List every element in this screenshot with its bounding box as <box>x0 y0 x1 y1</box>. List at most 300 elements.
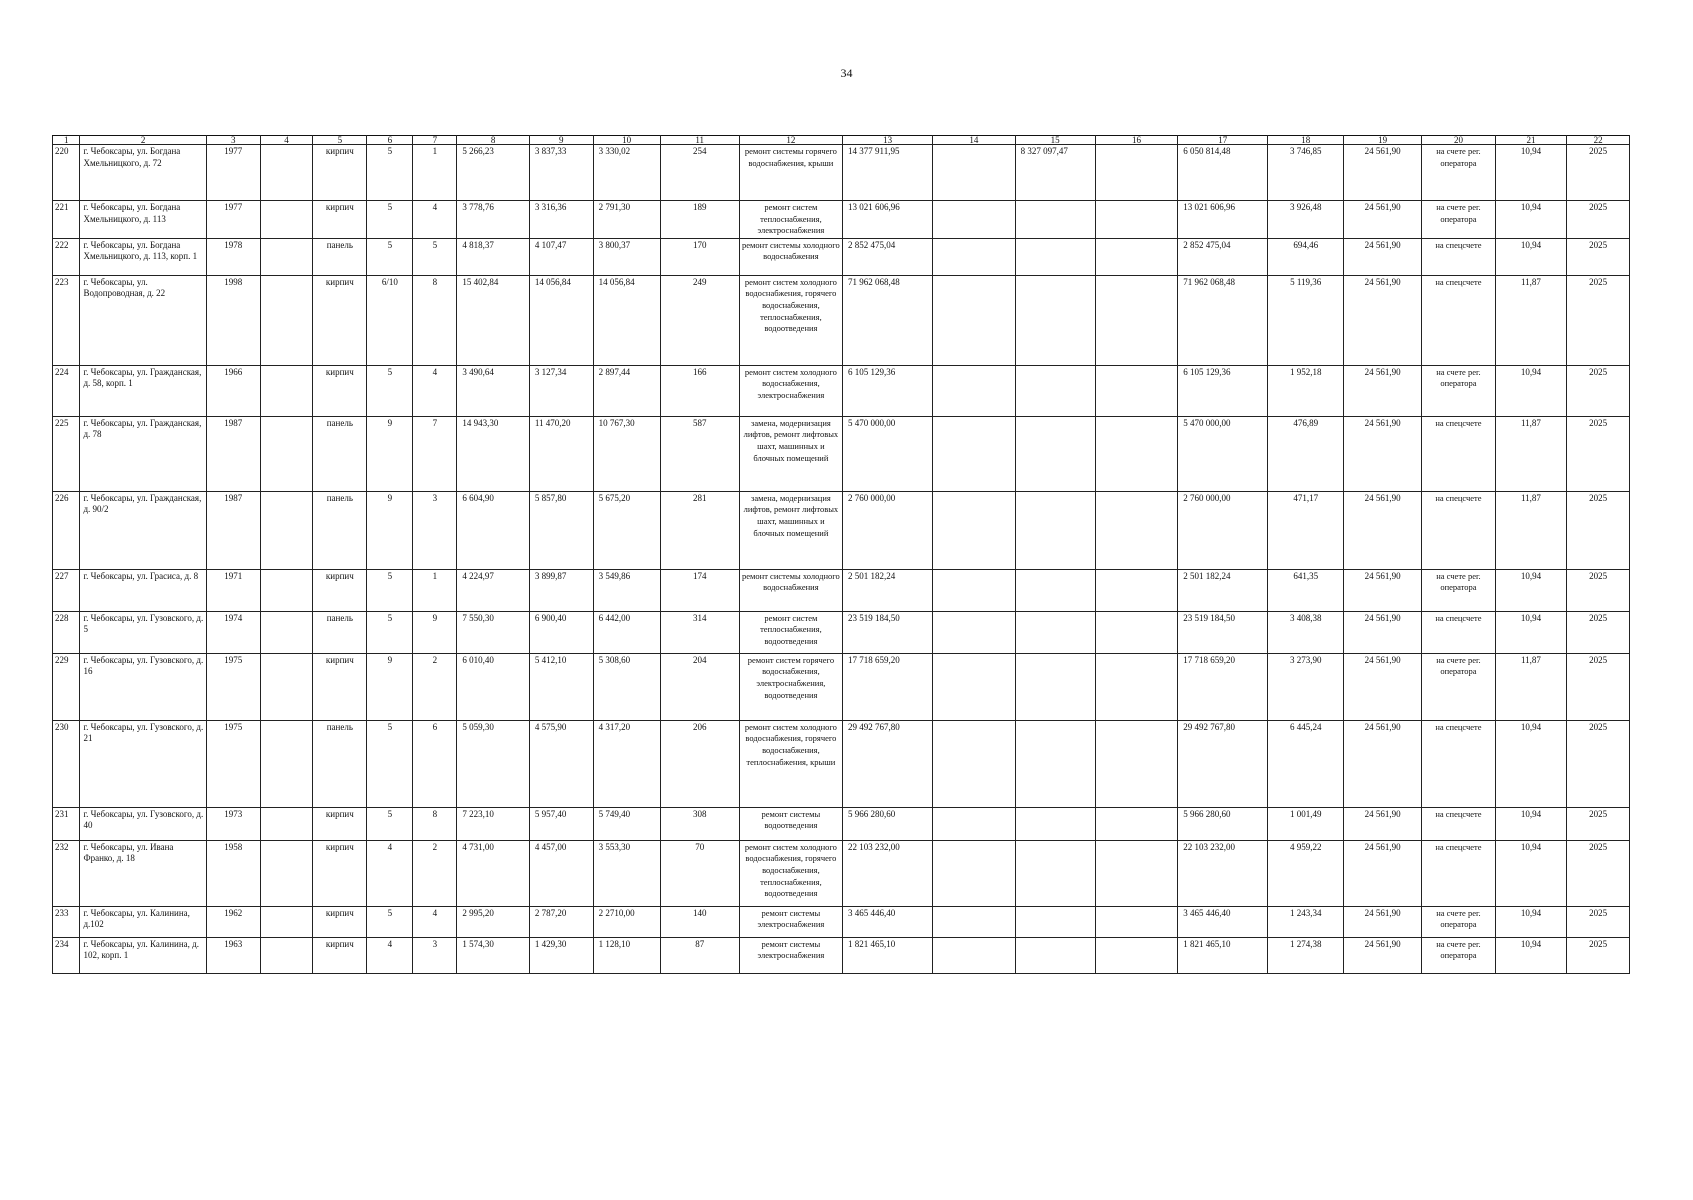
table-cell-col-6: 9 <box>367 653 413 720</box>
table-cell-col-5: кирпич <box>313 201 367 239</box>
table-cell-col-6: 5 <box>367 201 413 239</box>
table-cell-col-16 <box>1095 937 1177 973</box>
table-cell-col-18: 4 959,22 <box>1268 840 1344 906</box>
table-cell-col-1: 233 <box>53 906 80 937</box>
table-cell-col-13: 71 962 068,48 <box>843 275 933 365</box>
table-cell-col-21: 10,94 <box>1495 145 1566 201</box>
table-cell-col-22: 2025 <box>1567 840 1630 906</box>
table-cell-col-5: панель <box>313 720 367 807</box>
table-cell-col-10: 10 767,30 <box>593 416 660 491</box>
table-cell-col-10: 2 897,44 <box>593 365 660 416</box>
table-cell-col-16 <box>1095 275 1177 365</box>
table-cell-col-6: 5 <box>367 807 413 840</box>
table-cell-col-18: 641,35 <box>1268 569 1344 611</box>
table-cell-col-21: 10,94 <box>1495 201 1566 239</box>
table-cell-col-19: 24 561,90 <box>1344 145 1422 201</box>
table-cell-col-3: 1975 <box>206 720 260 807</box>
table-cell-col-4 <box>260 365 313 416</box>
table-cell-col-4 <box>260 145 313 201</box>
table-cell-col-13: 17 718 659,20 <box>843 653 933 720</box>
table-cell-col-18: 694,46 <box>1268 238 1344 275</box>
table-cell-col-6: 5 <box>367 145 413 201</box>
table-cell-col-8: 4 818,37 <box>457 238 530 275</box>
table-cell-col-18: 3 408,38 <box>1268 611 1344 653</box>
table-cell-col-2: г. Чебоксары, ул. Гражданская, д. 78 <box>80 416 206 491</box>
table-cell-col-2: г. Чебоксары, ул. Гузовского, д. 21 <box>80 720 206 807</box>
table-cell-col-12: ремонт системы холодного водоснабжения <box>739 238 842 275</box>
table-cell-col-21: 11,87 <box>1495 491 1566 569</box>
table-cell-col-9: 11 470,20 <box>529 416 593 491</box>
table-cell-col-12: ремонт системы водоотведения <box>739 807 842 840</box>
table-cell-col-8: 3 490,64 <box>457 365 530 416</box>
table-cell-col-19: 24 561,90 <box>1344 416 1422 491</box>
table-cell-col-5: кирпич <box>313 653 367 720</box>
table-cell-col-12: ремонт систем холодного водоснабжения, горячего водоснабжения, теплоснабжения, крыши <box>739 720 842 807</box>
table-cell-col-8: 14 943,30 <box>457 416 530 491</box>
housing-repair-table <box>52 135 1630 974</box>
table-row <box>53 145 1630 201</box>
table-cell-col-22: 2025 <box>1567 416 1630 491</box>
table-cell-col-12: ремонт систем горячего водоснабжения, электроснабжения, водоотведения <box>739 653 842 720</box>
table-cell-col-6: 5 <box>367 238 413 275</box>
column-header-12: 12 <box>739 136 842 145</box>
column-header-13: 13 <box>843 136 933 145</box>
table-cell-col-17: 17 718 659,20 <box>1178 653 1268 720</box>
table-cell-col-10: 5 308,60 <box>593 653 660 720</box>
table-cell-col-6: 4 <box>367 840 413 906</box>
table-cell-col-19: 24 561,90 <box>1344 365 1422 416</box>
table-cell-col-4 <box>260 840 313 906</box>
table-cell-col-14 <box>933 840 1015 906</box>
table-cell-col-10: 14 056,84 <box>593 275 660 365</box>
table-cell-col-2: г. Чебоксары, ул. Богдана Хмельницкого, д. 72 <box>80 145 206 201</box>
table-header <box>53 136 1630 145</box>
table-cell-col-14 <box>933 238 1015 275</box>
table-cell-col-3: 1998 <box>206 275 260 365</box>
table-cell-col-19: 24 561,90 <box>1344 906 1422 937</box>
table-cell-col-14 <box>933 807 1015 840</box>
table-cell-col-11: 166 <box>660 365 739 416</box>
table-row <box>53 653 1630 720</box>
table-cell-col-3: 1974 <box>206 611 260 653</box>
table-cell-col-7: 2 <box>413 653 457 720</box>
table-row <box>53 491 1630 569</box>
table-cell-col-2: г. Чебоксары, ул. Водопроводная, д. 22 <box>80 275 206 365</box>
table-cell-col-22: 2025 <box>1567 807 1630 840</box>
table-cell-col-15 <box>1015 416 1095 491</box>
table-cell-col-10: 4 317,20 <box>593 720 660 807</box>
table-cell-col-1: 227 <box>53 569 80 611</box>
table-cell-col-8: 6 604,90 <box>457 491 530 569</box>
table-cell-col-5: панель <box>313 491 367 569</box>
table-cell-col-1: 226 <box>53 491 80 569</box>
column-header-1: 1 <box>53 136 80 145</box>
table-cell-col-14 <box>933 491 1015 569</box>
table-cell-col-9: 5 857,80 <box>529 491 593 569</box>
table-cell-col-9: 5 412,10 <box>529 653 593 720</box>
table-cell-col-22: 2025 <box>1567 201 1630 239</box>
table-cell-col-17: 2 852 475,04 <box>1178 238 1268 275</box>
table-cell-col-17: 6 105 129,36 <box>1178 365 1268 416</box>
table-cell-col-4 <box>260 275 313 365</box>
table-cell-col-20: на спецсчете <box>1422 720 1496 807</box>
table-cell-col-11: 254 <box>660 145 739 201</box>
table-cell-col-20: на счете рег. оператора <box>1422 569 1496 611</box>
table-cell-col-17: 13 021 606,96 <box>1178 201 1268 239</box>
table-cell-col-6: 6/10 <box>367 275 413 365</box>
table-cell-col-3: 1975 <box>206 653 260 720</box>
table-cell-col-14 <box>933 416 1015 491</box>
table-cell-col-6: 5 <box>367 906 413 937</box>
table-cell-col-15 <box>1015 611 1095 653</box>
table-cell-col-8: 3 778,76 <box>457 201 530 239</box>
table-cell-col-1: 232 <box>53 840 80 906</box>
table-cell-col-5: кирпич <box>313 807 367 840</box>
table-cell-col-10: 5 675,20 <box>593 491 660 569</box>
column-header-19: 19 <box>1344 136 1422 145</box>
table-cell-col-20: на спецсчете <box>1422 275 1496 365</box>
table-cell-col-9: 3 127,34 <box>529 365 593 416</box>
table-cell-col-21: 10,94 <box>1495 906 1566 937</box>
table-cell-col-18: 6 445,24 <box>1268 720 1344 807</box>
table-cell-col-3: 1987 <box>206 416 260 491</box>
table-cell-col-19: 24 561,90 <box>1344 807 1422 840</box>
table-cell-col-12: ремонт системы горячего водоснабжения, крыши <box>739 145 842 201</box>
table-cell-col-6: 5 <box>367 365 413 416</box>
table-cell-col-3: 1987 <box>206 491 260 569</box>
table-cell-col-6: 5 <box>367 720 413 807</box>
table-cell-col-5: кирпич <box>313 840 367 906</box>
table-cell-col-3: 1963 <box>206 937 260 973</box>
table-cell-col-5: панель <box>313 238 367 275</box>
table-cell-col-20: на счете рег. оператора <box>1422 653 1496 720</box>
table-cell-col-10: 1 128,10 <box>593 937 660 973</box>
table-cell-col-16 <box>1095 416 1177 491</box>
table-cell-col-16 <box>1095 807 1177 840</box>
table-cell-col-9: 4 575,90 <box>529 720 593 807</box>
table-cell-col-13: 3 465 446,40 <box>843 906 933 937</box>
table-cell-col-7: 6 <box>413 720 457 807</box>
table-cell-col-9: 14 056,84 <box>529 275 593 365</box>
table-cell-col-18: 476,89 <box>1268 416 1344 491</box>
table-cell-col-8: 7 223,10 <box>457 807 530 840</box>
table-cell-col-22: 2025 <box>1567 145 1630 201</box>
table-cell-col-12: замена, модернизация лифтов, ремонт лифтовых шахт, машинных и блочных помещений <box>739 416 842 491</box>
table-cell-col-11: 87 <box>660 937 739 973</box>
table-cell-col-7: 7 <box>413 416 457 491</box>
table-cell-col-4 <box>260 201 313 239</box>
table-cell-col-10: 3 330,02 <box>593 145 660 201</box>
table-cell-col-6: 4 <box>367 937 413 973</box>
table-cell-col-13: 2 852 475,04 <box>843 238 933 275</box>
table-cell-col-4 <box>260 906 313 937</box>
table-cell-col-19: 24 561,90 <box>1344 491 1422 569</box>
table-row <box>53 611 1630 653</box>
table-cell-col-7: 5 <box>413 238 457 275</box>
table-cell-col-1: 234 <box>53 937 80 973</box>
table-cell-col-14 <box>933 569 1015 611</box>
table-cell-col-10: 6 442,00 <box>593 611 660 653</box>
table-cell-col-20: на спецсчете <box>1422 807 1496 840</box>
table-row <box>53 238 1630 275</box>
table-cell-col-11: 140 <box>660 906 739 937</box>
table-cell-col-2: г. Чебоксары, ул. Грасиса, д. 8 <box>80 569 206 611</box>
table-cell-col-1: 223 <box>53 275 80 365</box>
table-cell-col-16 <box>1095 611 1177 653</box>
table-cell-col-16 <box>1095 491 1177 569</box>
table-row <box>53 807 1630 840</box>
table-row <box>53 201 1630 239</box>
table-cell-col-22: 2025 <box>1567 365 1630 416</box>
table-cell-col-1: 225 <box>53 416 80 491</box>
column-header-5: 5 <box>313 136 367 145</box>
table-cell-col-19: 24 561,90 <box>1344 238 1422 275</box>
table-cell-col-2: г. Чебоксары, ул. Богдана Хмельницкого, д. 113, корп. 1 <box>80 238 206 275</box>
table-cell-col-5: кирпич <box>313 365 367 416</box>
table-cell-col-9: 3 316,36 <box>529 201 593 239</box>
table-cell-col-1: 220 <box>53 145 80 201</box>
table-cell-col-9: 1 429,30 <box>529 937 593 973</box>
table-cell-col-20: на спецсчете <box>1422 840 1496 906</box>
table-cell-col-18: 471,17 <box>1268 491 1344 569</box>
table-cell-col-17: 2 760 000,00 <box>1178 491 1268 569</box>
table-cell-col-21: 10,94 <box>1495 611 1566 653</box>
table-cell-col-5: панель <box>313 611 367 653</box>
column-header-8: 8 <box>457 136 530 145</box>
table-cell-col-7: 4 <box>413 906 457 937</box>
table-cell-col-2: г. Чебоксары, ул. Гузовского, д. 16 <box>80 653 206 720</box>
table-cell-col-21: 10,94 <box>1495 569 1566 611</box>
table-cell-col-21: 11,87 <box>1495 275 1566 365</box>
table-cell-col-22: 2025 <box>1567 611 1630 653</box>
table-row <box>53 937 1630 973</box>
table-cell-col-21: 10,94 <box>1495 238 1566 275</box>
table-cell-col-4 <box>260 238 313 275</box>
column-header-2: 2 <box>80 136 206 145</box>
table-cell-col-11: 174 <box>660 569 739 611</box>
table-cell-col-8: 2 995,20 <box>457 906 530 937</box>
table-cell-col-3: 1977 <box>206 201 260 239</box>
table-cell-col-16 <box>1095 238 1177 275</box>
table-cell-col-4 <box>260 937 313 973</box>
table-cell-col-21: 10,94 <box>1495 807 1566 840</box>
table-cell-col-18: 3 926,48 <box>1268 201 1344 239</box>
table-cell-col-22: 2025 <box>1567 937 1630 973</box>
column-header-9: 9 <box>529 136 593 145</box>
table-row <box>53 275 1630 365</box>
table-cell-col-18: 1 952,18 <box>1268 365 1344 416</box>
table-cell-col-16 <box>1095 720 1177 807</box>
table-cell-col-8: 4 224,97 <box>457 569 530 611</box>
table-cell-col-4 <box>260 491 313 569</box>
table-cell-col-15 <box>1015 807 1095 840</box>
table-cell-col-22: 2025 <box>1567 275 1630 365</box>
table-cell-col-8: 15 402,84 <box>457 275 530 365</box>
table-cell-col-21: 11,87 <box>1495 416 1566 491</box>
table-cell-col-20: на счете рег. оператора <box>1422 906 1496 937</box>
table-cell-col-6: 9 <box>367 416 413 491</box>
table-cell-col-14 <box>933 906 1015 937</box>
table-cell-col-4 <box>260 653 313 720</box>
table-cell-col-18: 5 119,36 <box>1268 275 1344 365</box>
table-cell-col-21: 10,94 <box>1495 365 1566 416</box>
table-cell-col-11: 204 <box>660 653 739 720</box>
table-cell-col-18: 1 274,38 <box>1268 937 1344 973</box>
table-cell-col-14 <box>933 201 1015 239</box>
table-cell-col-3: 1971 <box>206 569 260 611</box>
table-cell-col-15 <box>1015 937 1095 973</box>
table-cell-col-5: кирпич <box>313 275 367 365</box>
table-cell-col-10: 3 553,30 <box>593 840 660 906</box>
table-cell-col-8: 1 574,30 <box>457 937 530 973</box>
column-header-4: 4 <box>260 136 313 145</box>
table-row <box>53 569 1630 611</box>
table-cell-col-12: ремонт систем теплоснабжения, водоотведения <box>739 611 842 653</box>
table-cell-col-17: 2 501 182,24 <box>1178 569 1268 611</box>
table-cell-col-16 <box>1095 569 1177 611</box>
table-cell-col-15 <box>1015 720 1095 807</box>
table-cell-col-11: 249 <box>660 275 739 365</box>
table-cell-col-17: 29 492 767,80 <box>1178 720 1268 807</box>
table-cell-col-21: 10,94 <box>1495 937 1566 973</box>
table-cell-col-14 <box>933 275 1015 365</box>
table-cell-col-20: на спецсчете <box>1422 238 1496 275</box>
table-cell-col-18: 1 001,49 <box>1268 807 1344 840</box>
table-cell-col-15: 8 327 097,47 <box>1015 145 1095 201</box>
table-cell-col-22: 2025 <box>1567 720 1630 807</box>
table-cell-col-7: 1 <box>413 145 457 201</box>
table-cell-col-4 <box>260 416 313 491</box>
table-cell-col-19: 24 561,90 <box>1344 611 1422 653</box>
page-number: 34 <box>840 66 853 80</box>
table-cell-col-8: 5 266,23 <box>457 145 530 201</box>
table-cell-col-15 <box>1015 365 1095 416</box>
table-cell-col-4 <box>260 807 313 840</box>
table-cell-col-1: 229 <box>53 653 80 720</box>
table-cell-col-12: ремонт системы холодного водоснабжения <box>739 569 842 611</box>
table-row <box>53 416 1630 491</box>
table-cell-col-6: 5 <box>367 611 413 653</box>
table-cell-col-14 <box>933 365 1015 416</box>
table-cell-col-7: 4 <box>413 201 457 239</box>
table-cell-col-1: 231 <box>53 807 80 840</box>
column-header-22: 22 <box>1567 136 1630 145</box>
table-cell-col-10: 3 800,37 <box>593 238 660 275</box>
table-cell-col-12: ремонт систем холодного водоснабжения, горячего водоснабжения, теплоснабжения, водоотведения <box>739 275 842 365</box>
table-row <box>53 906 1630 937</box>
table-cell-col-1: 224 <box>53 365 80 416</box>
table-cell-col-5: панель <box>313 416 367 491</box>
table-cell-col-17: 3 465 446,40 <box>1178 906 1268 937</box>
table-cell-col-3: 1977 <box>206 145 260 201</box>
table-cell-col-21: 11,87 <box>1495 653 1566 720</box>
table-cell-col-5: кирпич <box>313 145 367 201</box>
table-cell-col-7: 9 <box>413 611 457 653</box>
table-cell-col-9: 5 957,40 <box>529 807 593 840</box>
table-cell-col-9: 3 899,87 <box>529 569 593 611</box>
table-cell-col-15 <box>1015 569 1095 611</box>
table-cell-col-4 <box>260 569 313 611</box>
column-header-14: 14 <box>933 136 1015 145</box>
table-cell-col-19: 24 561,90 <box>1344 201 1422 239</box>
table-cell-col-13: 6 105 129,36 <box>843 365 933 416</box>
table-cell-col-19: 24 561,90 <box>1344 720 1422 807</box>
table-cell-col-16 <box>1095 906 1177 937</box>
table-cell-col-11: 308 <box>660 807 739 840</box>
table-row <box>53 365 1630 416</box>
column-header-7: 7 <box>413 136 457 145</box>
table-cell-col-11: 206 <box>660 720 739 807</box>
table-cell-col-10: 2 2710,00 <box>593 906 660 937</box>
table-cell-col-1: 222 <box>53 238 80 275</box>
table-cell-col-18: 3 746,85 <box>1268 145 1344 201</box>
column-header-21: 21 <box>1495 136 1566 145</box>
table-cell-col-19: 24 561,90 <box>1344 569 1422 611</box>
table-cell-col-10: 2 791,30 <box>593 201 660 239</box>
table-cell-col-9: 3 837,33 <box>529 145 593 201</box>
table-cell-col-17: 22 103 232,00 <box>1178 840 1268 906</box>
table-cell-col-20: на счете рег. оператора <box>1422 201 1496 239</box>
table-body <box>53 145 1630 974</box>
table-cell-col-5: кирпич <box>313 937 367 973</box>
table-cell-col-14 <box>933 145 1015 201</box>
table-cell-col-2: г. Чебоксары, ул. Гузовского, д. 5 <box>80 611 206 653</box>
table-cell-col-17: 23 519 184,50 <box>1178 611 1268 653</box>
table-cell-col-18: 1 243,34 <box>1268 906 1344 937</box>
table-row <box>53 840 1630 906</box>
table-cell-col-12: ремонт систем холодного водоснабжения, электроснабжения <box>739 365 842 416</box>
table-cell-col-15 <box>1015 238 1095 275</box>
table-cell-col-19: 24 561,90 <box>1344 275 1422 365</box>
table-cell-col-13: 2 760 000,00 <box>843 491 933 569</box>
table-cell-col-11: 189 <box>660 201 739 239</box>
table-cell-col-13: 14 377 911,95 <box>843 145 933 201</box>
table-cell-col-22: 2025 <box>1567 653 1630 720</box>
table-cell-col-8: 7 550,30 <box>457 611 530 653</box>
table-cell-col-3: 1966 <box>206 365 260 416</box>
table-row <box>53 720 1630 807</box>
column-header-6: 6 <box>367 136 413 145</box>
table-cell-col-3: 1973 <box>206 807 260 840</box>
column-header-15: 15 <box>1015 136 1095 145</box>
table-cell-col-7: 3 <box>413 491 457 569</box>
table-cell-col-2: г. Чебоксары, ул. Гражданская, д. 58, корп. 1 <box>80 365 206 416</box>
table-cell-col-16 <box>1095 840 1177 906</box>
table-cell-col-15 <box>1015 491 1095 569</box>
table-cell-col-19: 24 561,90 <box>1344 937 1422 973</box>
table-cell-col-3: 1962 <box>206 906 260 937</box>
table-cell-col-11: 314 <box>660 611 739 653</box>
table-cell-col-5: кирпич <box>313 906 367 937</box>
table-cell-col-13: 29 492 767,80 <box>843 720 933 807</box>
table-cell-col-8: 4 731,00 <box>457 840 530 906</box>
table-cell-col-18: 3 273,90 <box>1268 653 1344 720</box>
table-cell-col-14 <box>933 720 1015 807</box>
table-cell-col-13: 2 501 182,24 <box>843 569 933 611</box>
table-cell-col-12: ремонт систем холодного водоснабжения, горячего водоснабжения, теплоснабжения, водоотведения <box>739 840 842 906</box>
table-cell-col-17: 5 966 280,60 <box>1178 807 1268 840</box>
table-cell-col-9: 2 787,20 <box>529 906 593 937</box>
table-cell-col-7: 8 <box>413 275 457 365</box>
table-cell-col-7: 2 <box>413 840 457 906</box>
table-cell-col-7: 8 <box>413 807 457 840</box>
table-cell-col-2: г. Чебоксары, ул. Калинина, д. 102, корп. 1 <box>80 937 206 973</box>
table-cell-col-16 <box>1095 653 1177 720</box>
table-cell-col-20: на счете рег. оператора <box>1422 145 1496 201</box>
table-cell-col-16 <box>1095 201 1177 239</box>
table-cell-col-15 <box>1015 275 1095 365</box>
column-header-3: 3 <box>206 136 260 145</box>
